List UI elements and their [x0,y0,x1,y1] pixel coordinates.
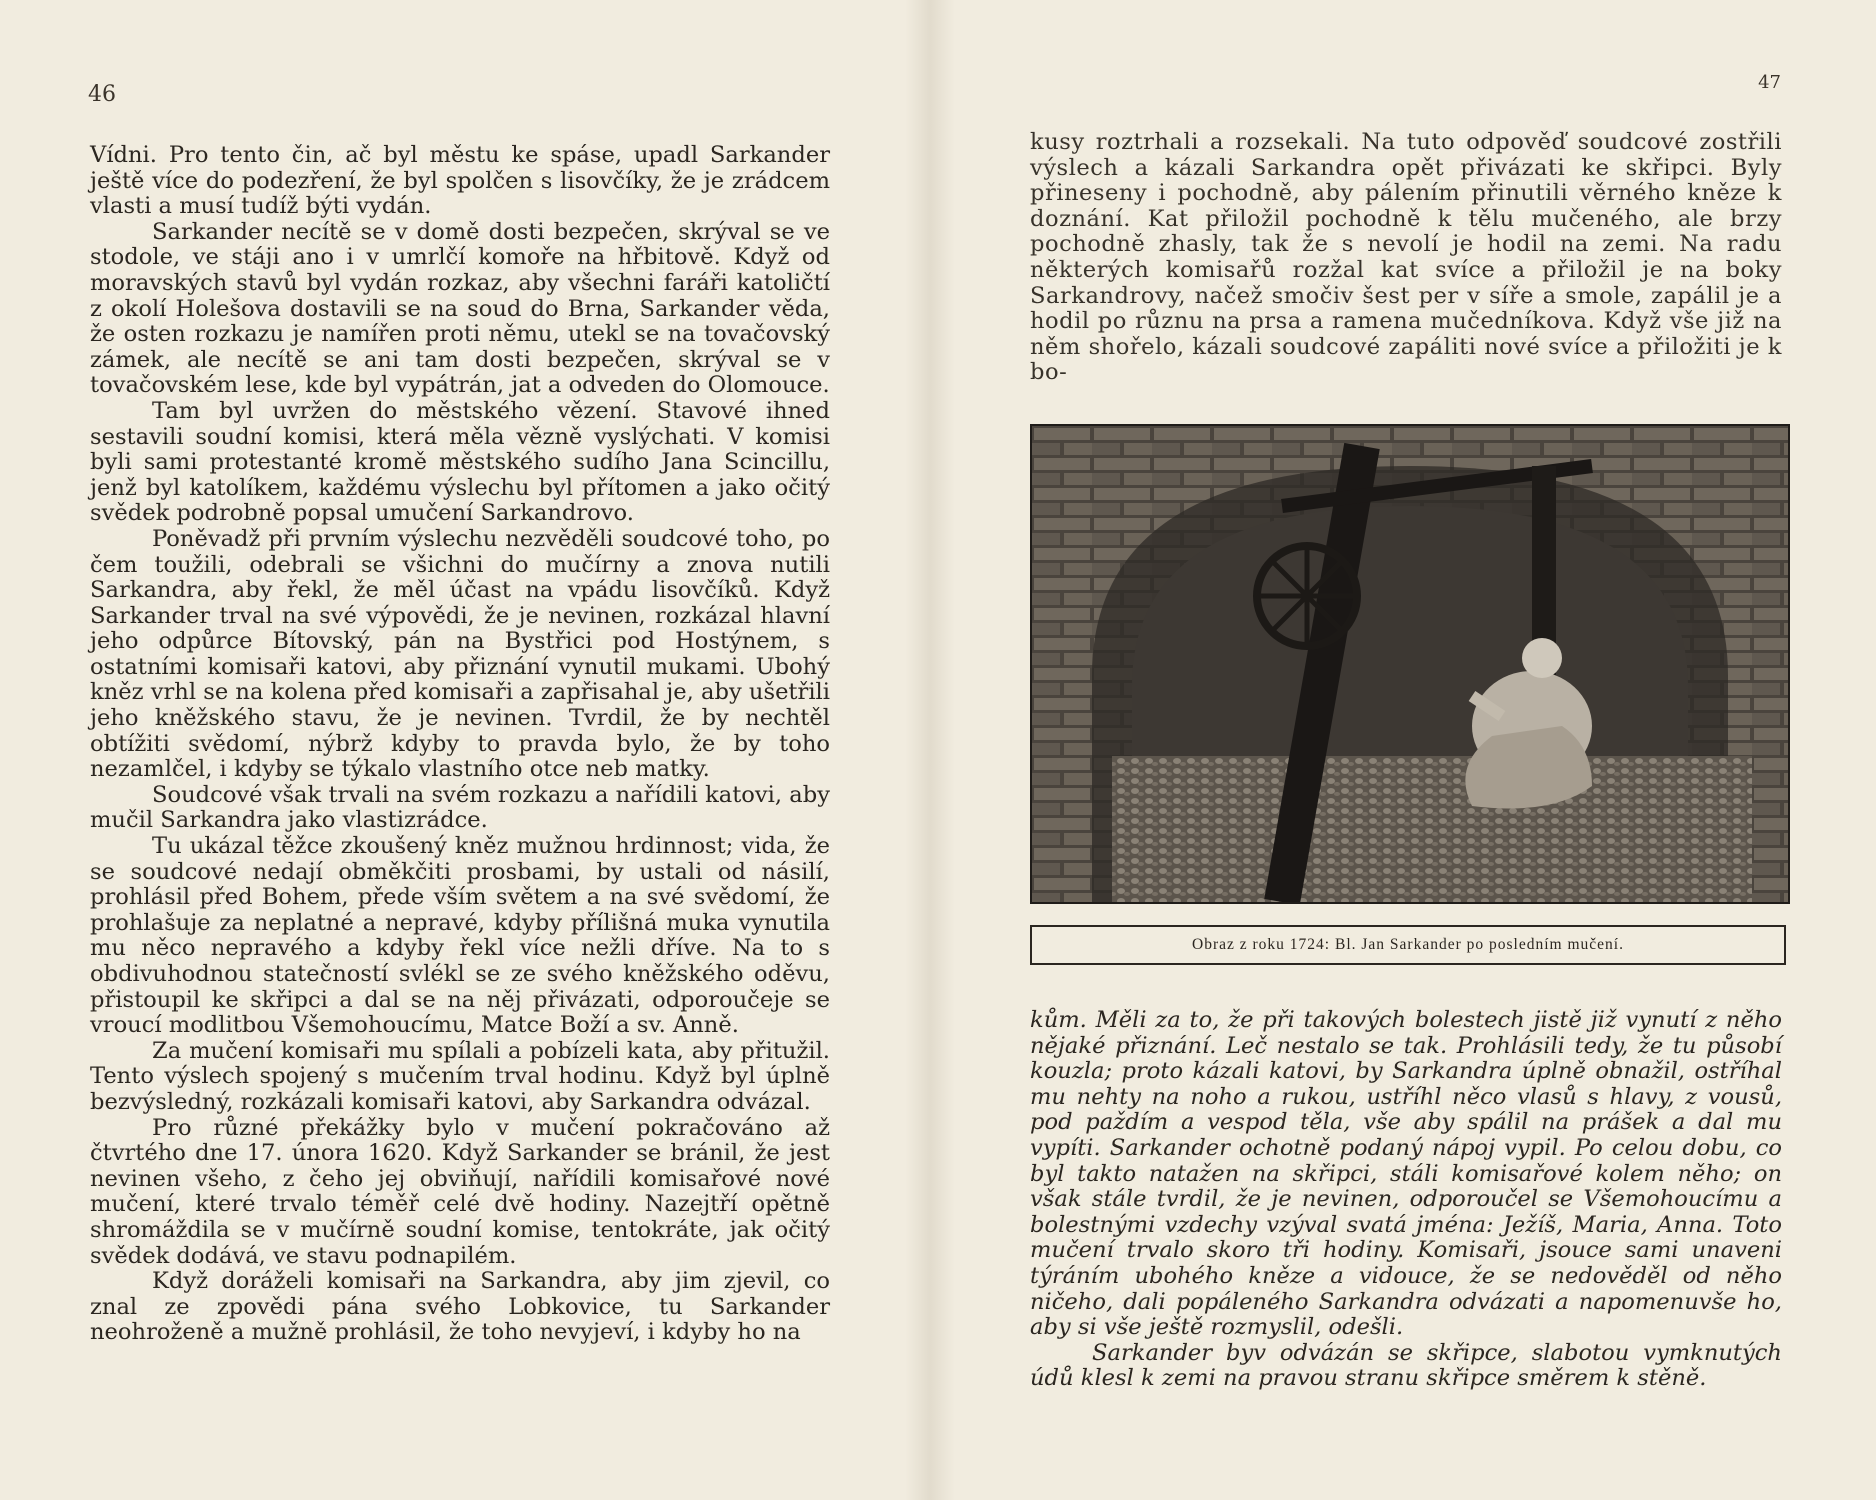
paragraph: Když doráželi komisaři na Sarkandra, aby jim zjevil, co znal ze zpovědi pána svého Lobkovice, tu Sarkander neohroženě a mužně prohlásil, že toho nevyjeví, i kdyby ho na [90,1268,830,1346]
paragraph: Tam byl uvržen do městského vězení. Stavové ihned sestavili soudní komisi, která měla vězně vyslýchati. V komisi byli sami protestanté kromě městského sudího Jana Scincillu, jenž byl katolíkem, každému výslechu byl přítomen a jako očitý svědek podrobně popsal umučení Sarkandrovo. [90,397,830,527]
paragraph: Za mučení komisaři mu spílali a pobízeli kata, aby přitužil. Tento výslech spojený s mučením trval hodinu. Když byl úplně bezvýsledný, rozkázali komisaři katovi, aby Sarkandra odvázal. [90,1037,830,1115]
paragraph: Vídni. Pro tento čin, ač byl městu ke spáse, upadl Sarkander ještě více do podezření, že byl spolčen s lisovčíky, že je zrádcem vlasti a musí tudíž býti vydán. [90,142,830,220]
figure-caption-text: Obraz z roku 1724: Bl. Jan Sarkander po posledním mučení. [1192,936,1624,953]
left-page [0,0,930,1500]
paragraph: Sarkander byv odvázán se skřipce, slabotou vymknutých údů klesl k zemi na pravou stranu skřipce směrem k stěně. [1030,1339,1782,1392]
right-page-bottom-text [1030,1008,1782,1392]
page-number-left: 46 [88,82,116,107]
left-page-text [90,143,830,1346]
torture-scene-image [1032,426,1788,902]
figure-caption [1030,925,1786,965]
paragraph: kusy roztrhali a rozsekali. Na tuto odpověď soudcové zostřili výslech a kázali Sarkandra opět přivázati ke skřipci. Byly přineseny i pochodně, aby pálením přinutili věrného kněze k doznání. Kat přiložil pochodně k tělu mučeného, ale brzy pochodně zhasly, tak že s nevolí je hodil na zemi. Na radu některých komisařů rozžal kat svíce a přiložil je na boky Sarkandrovy, načež smočiv šest per v síře a smole, zapálil je a hodil po různu na prsa a ramena mučedníkova. Když vše již na něm shořelo, kázali soudcové zapáliti nové svíce a přiložiti je k bo- [1030,129,1782,386]
right-page-top-text [1030,130,1782,386]
right-page [930,0,1876,1500]
paragraph: Sarkander necítě se v domě dosti bezpečen, skrýval se ve stodole, ve stáji ano i v umrlčí komoře na hřbitově. Když od moravských stavů byl vydán rozkaz, aby všechni faráři katoličtí z okolí Holešova dostavili se na soud do Brna, Sarkander věda, že osten rozkazu je namířen proti němu, utekl se na tovačovský zámek, ale necítě se ani tam dosti bezpečen, skrýval se v tovačovském lese, kde byl vypátrán, jat a odveden do Olomouce. [90,218,830,399]
paragraph: Poněvadž při prvním výslechu nezvěděli soudcové toho, po čem toužili, odebrali se všichni do mučírny a znova nutili Sarkandra, aby řekl, že měl účast na vpádu lisovčíků. Když Sarkander trval na své výpovědi, že je nevinen, rozkázal hlavní jeho odpůrce Bítovský, pán na Bystřici pod Hostýnem, s ostatními komisaři katovi, aby přiznání vynutil mukami. Ubohý kněz vrhl se na kolena před komisaři a zapřisahal je, aby ušetřili jeho kněžského stavu, že je nevinen. Tvrdil, že by nechtěl obtížiti svědomí, nýbrž kdyby to pravda bylo, že by toho nezamlčel, i kdyby se týkalo vlastního otce neb matky. [90,525,830,783]
paragraph: Pro různé překážky bylo v mučení pokračováno až čtvrtého dne 17. února 1620. Když Sarkander se bránil, že jest nevinen všeho, z čeho jej obviňují, nařídili komisařové nové mučení, které trvalo téměř celé dvě hodiny. Nazejtří opětně shromáždila se v mučírně soudní komise, tentokráte, jak očitý svědek dodává, ve stavu podnapilém. [90,1114,830,1269]
engraving-illustration [1030,424,1790,904]
paragraph: Soudcové však trvali na svém rozkazu a nařídili katovi, aby mučil Sarkandra jako vlastizrádce. [90,781,830,834]
paragraph: kům. Měli za to, že při takových bolestech jistě již vynutí z něho nějaké přiznání. Leč nestalo se tak. Prohlásili tedy, že tu působí kouzla; proto kázali katovi, by Sarkandra úplně obnažil, ostříhal mu nehty na noho a rukou, ustříhl něco vlasů s hlavy, z vousů, pod paždím a vespod těla, vše aby spálil na prášek a dal mu vypíti. Sarkander ochotně podaný nápoj vypil. Po celou dobu, co byl takto natažen na skřipci, stáli komisařové kolem něho; on však stále tvrdil, že je nevinen, odporoučel se Všemohoucímu a bolestnými vzdechy vzýval svatá jména: Ježíš, Maria, Anna. Toto mučení trvalo skoro tři hodiny. Komisaři, jsouce sami unaveni týráním ubohého kněze a vidouce, že se nedověděl od něho ničeho, dali popáleného Sarkandra odvázati a napomenuvše ho, aby si vše ještě rozmyslil, odešli. [1030,1007,1782,1341]
page-number-right: 47 [1758,72,1781,93]
paragraph: Tu ukázal těžce zkoušený kněz mužnou hrdinnost; vida, že se soudcové nedají obměkčiti prosbami, by ustali od násilí, prohlásil před Bohem, přede vším světem a na své svědomí, že prohlašuje za neplatné a nepravé, kdyby přílišná muka vynutila mu něco nepravého a kdyby řekl více nežli dříve. Na to s obdivuhodnou statečností svlékl se ze svého kněžského oděvu, přistoupil ke skřipci a dal se na něj přivázati, odporoučeje se vroucí modlitbou Všemohoucímu, Matce Boží a sv. Anně. [90,833,830,1039]
